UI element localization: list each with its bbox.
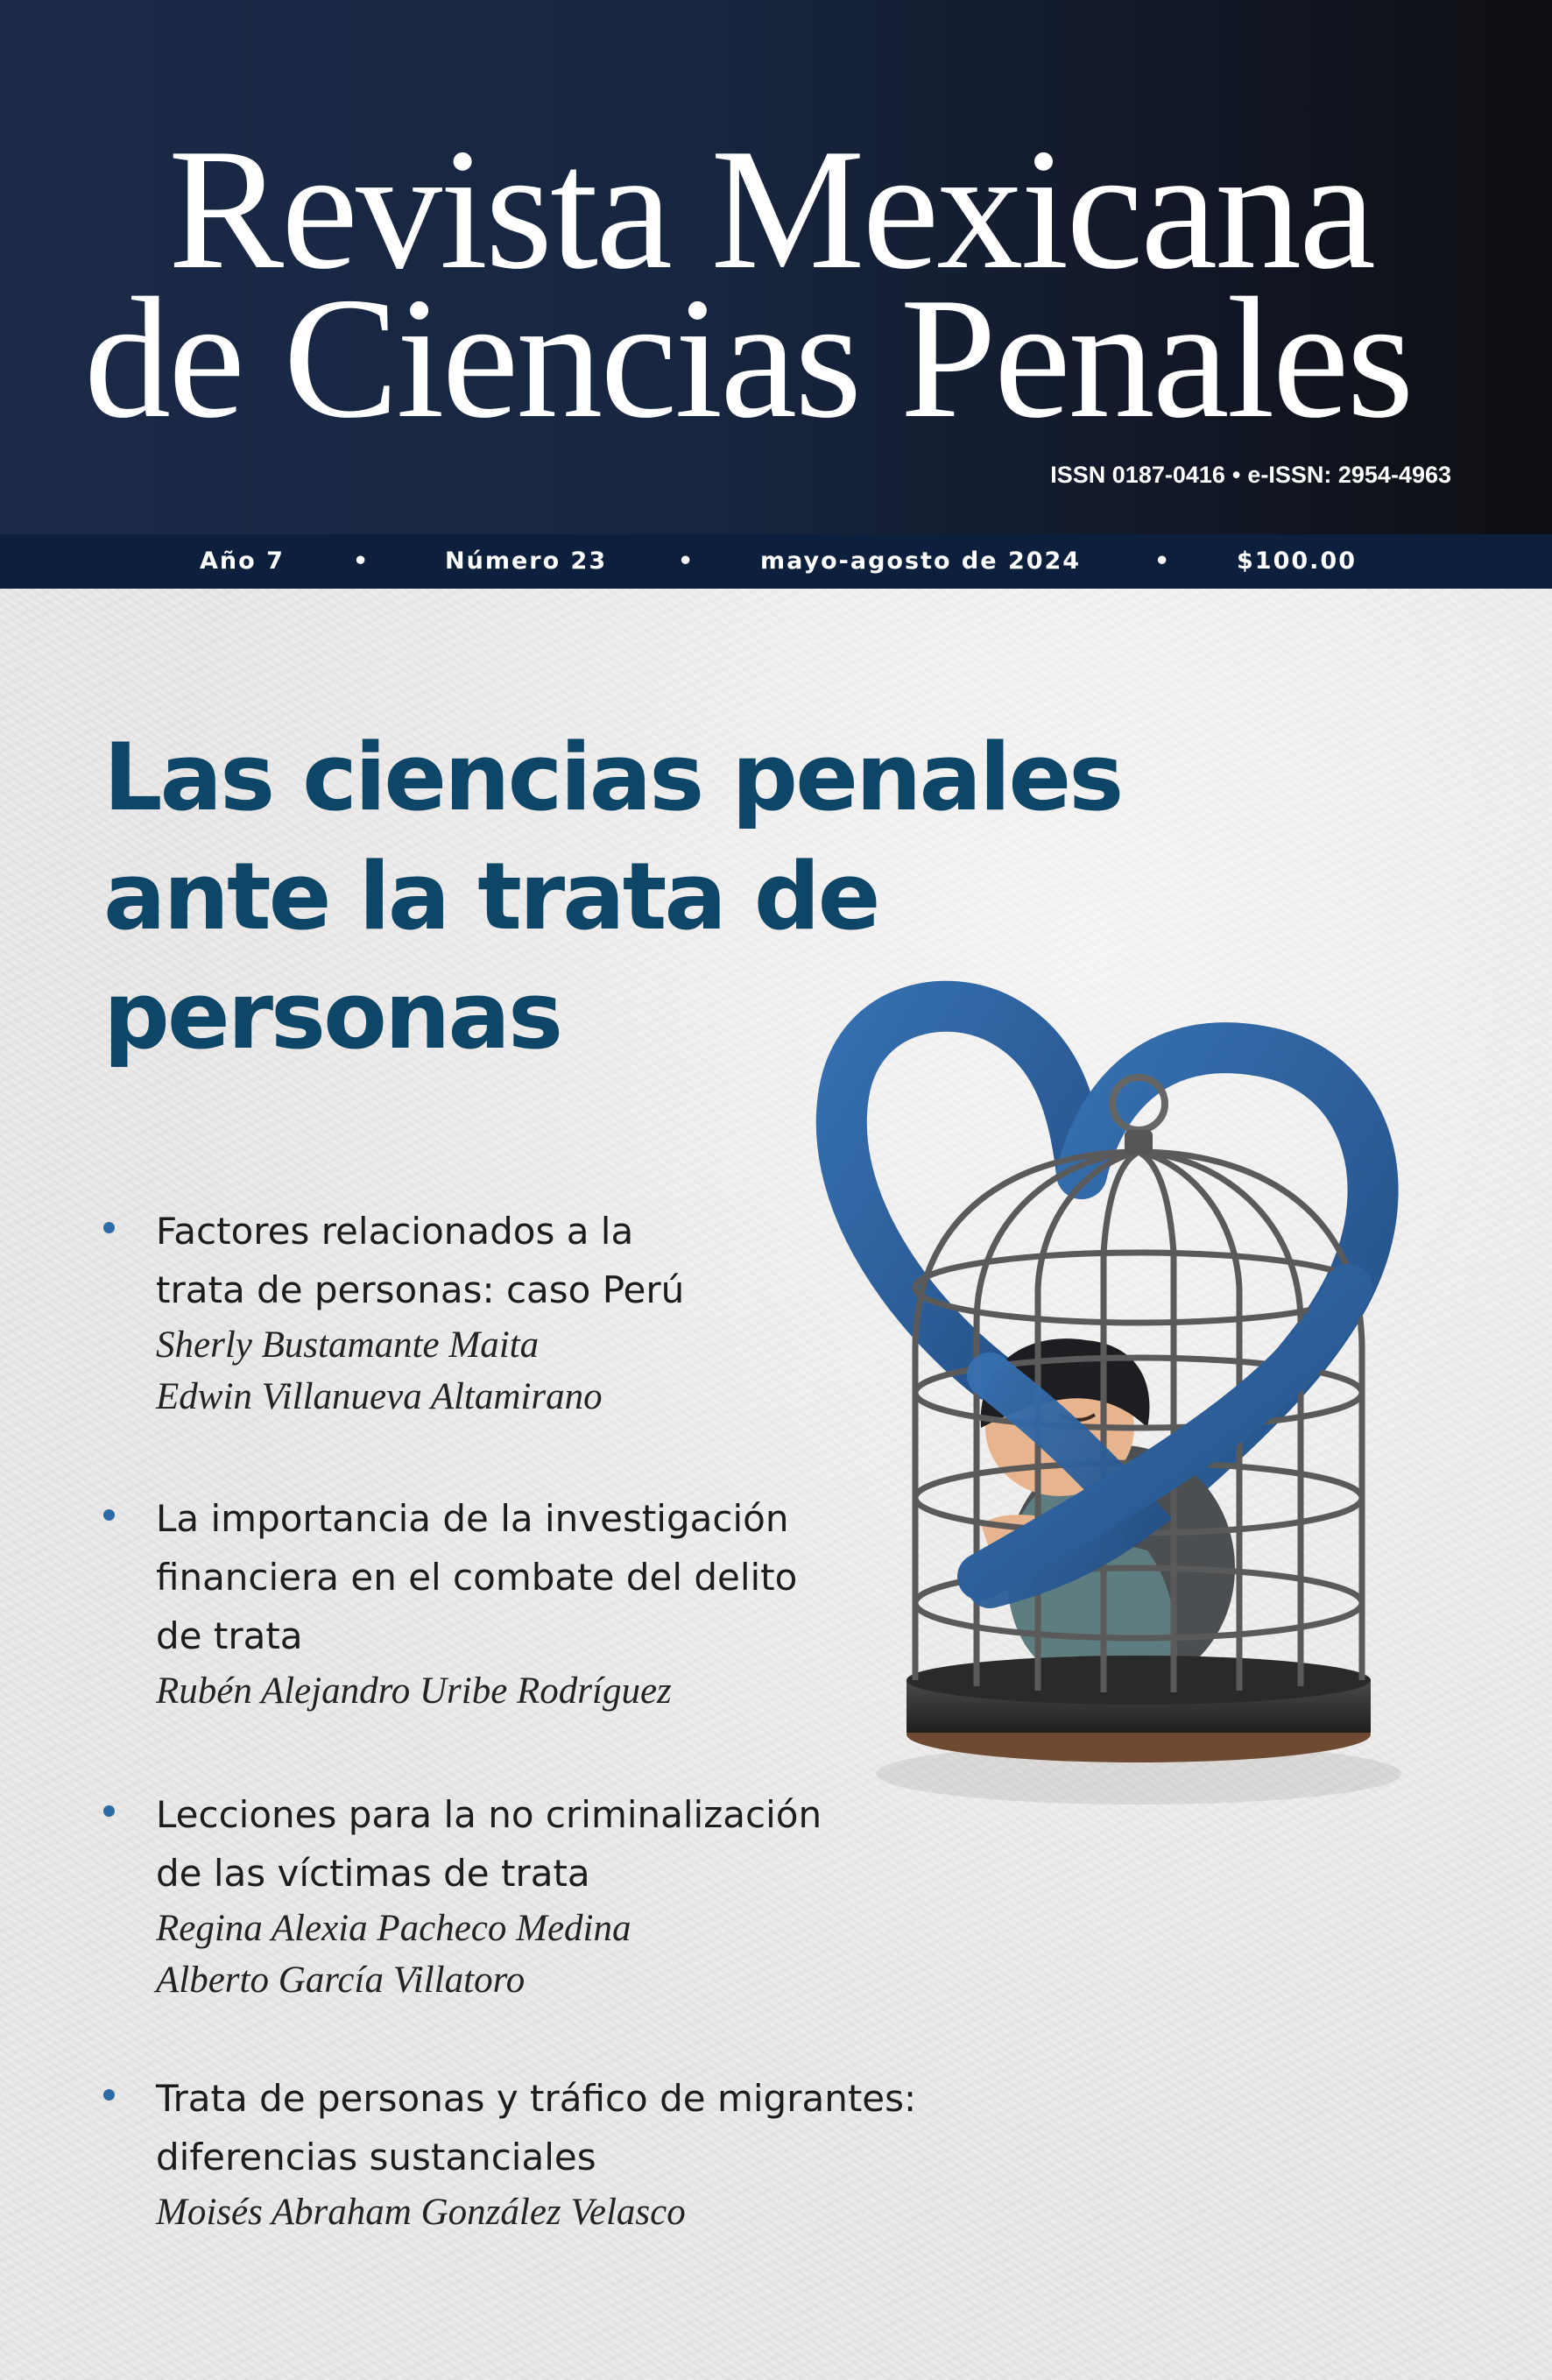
- article-title-line: Trata de personas y tráfico de migrantes:: [156, 2077, 917, 2120]
- bullet-icon: [103, 1509, 115, 1521]
- issue-separator-1: •: [353, 547, 370, 575]
- issue-info-bar: [0, 534, 1552, 589]
- article-title-line: diferencias sustanciales: [156, 2136, 596, 2179]
- issue-price: $100.00: [1237, 547, 1357, 575]
- author-name: Alberto García Villatoro: [156, 1960, 526, 2001]
- issue-period: mayo-agosto de 2024: [760, 547, 1082, 575]
- issue-year: Año 7: [200, 547, 285, 575]
- issn-separator: •: [1231, 462, 1241, 488]
- journal-title-line-2: de Ciencias Penales: [84, 262, 1412, 454]
- issue-separator-3: •: [1154, 547, 1172, 575]
- article-title-line: de trata: [156, 1614, 303, 1657]
- author-name: Moisés Abraham González Velasco: [156, 2192, 686, 2233]
- bullet-icon: [103, 1805, 115, 1817]
- article-title-line: La importancia de la investigación: [156, 1497, 789, 1540]
- article-authors: [156, 1903, 962, 2006]
- cover-headline: Las ciencias penales ante la trata de personas: [103, 724, 1122, 1070]
- issn-line: [1050, 462, 1451, 489]
- article-title-line: financiera en el combate del delito: [156, 1556, 798, 1599]
- bullet-icon: [103, 1222, 115, 1233]
- cage-cap: [1125, 1130, 1153, 1155]
- article-title: [156, 2069, 962, 2186]
- article-title-line: de las víctimas de trata: [156, 1852, 590, 1895]
- article-item: [103, 2069, 962, 2238]
- issue-separator-2: •: [678, 547, 695, 575]
- article-title-line: Lecciones para la no criminalización: [156, 1793, 822, 1836]
- article-authors: [156, 2186, 962, 2238]
- heart-cage-illustration: [771, 972, 1489, 1831]
- author-name: Edwin Villanueva Altamirano: [156, 1376, 603, 1417]
- author-name: Rubén Alejandro Uribe Rodríguez: [156, 1670, 672, 1712]
- masthead: [0, 0, 1552, 534]
- author-name: Sherly Bustamante Maita: [156, 1324, 540, 1366]
- author-name: Regina Alexia Pacheco Medina: [156, 1908, 631, 1949]
- journal-title-line-1: Revista Mexicana: [168, 113, 1373, 305]
- article-title-line: trata de personas: caso Perú: [156, 1268, 685, 1311]
- issn: ISSN 0187-0416: [1050, 462, 1225, 488]
- issue-number: Número 23: [445, 547, 608, 575]
- article-title-line: Factores relacionados a la: [156, 1210, 634, 1253]
- eissn: e-ISSN: 2954-4963: [1247, 462, 1451, 488]
- bullet-icon: [103, 2089, 115, 2101]
